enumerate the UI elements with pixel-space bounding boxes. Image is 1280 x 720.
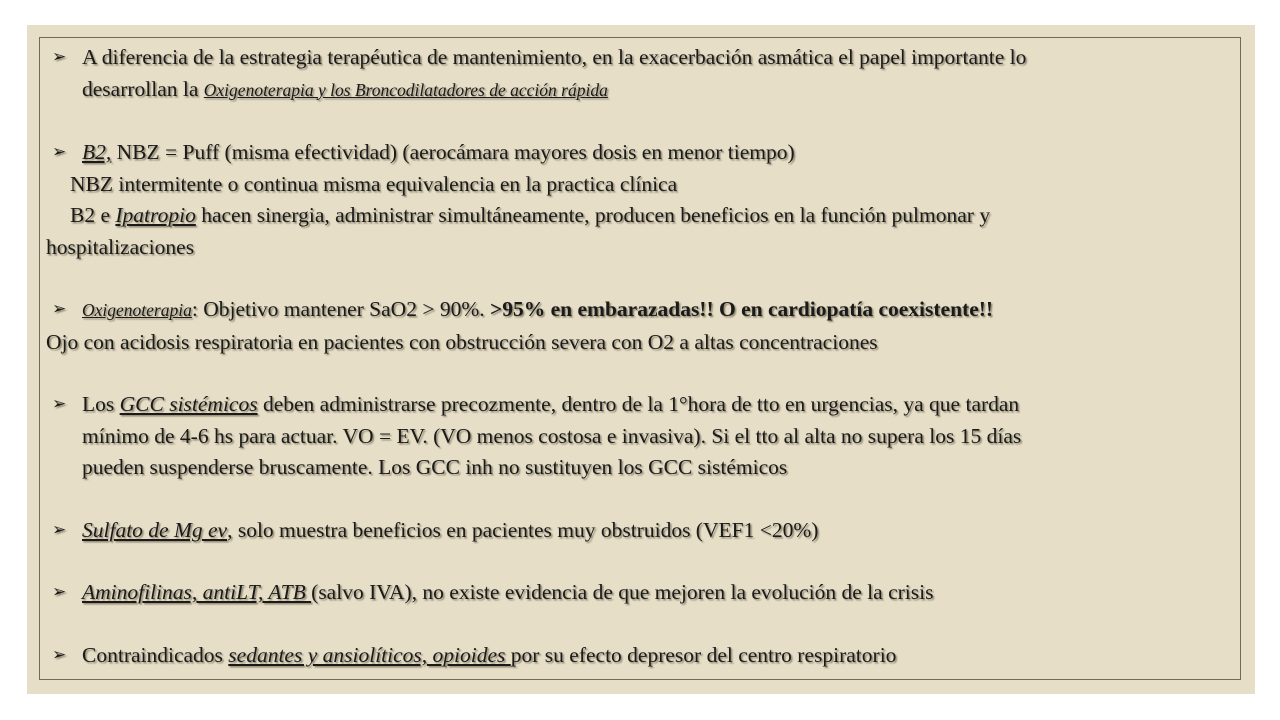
bullet-3-line-2: Ojo con acidosis respiratoria en pacientes con obstrucción severa con O2 a altas concentraciones xyxy=(46,329,878,354)
bullet-6-term: Aminofilinas, antiLT, ATB xyxy=(82,580,312,604)
bullet-1-line-1: A diferencia de la estrategia terapéutica de mantenimiento, en la exacerbación asmática el papel importante lo xyxy=(82,45,1027,69)
bullet-4-term: GCC sistémicos xyxy=(119,392,258,416)
spacer xyxy=(46,546,1234,577)
bullet-item-5 xyxy=(46,515,1234,547)
bullet-1-term: Oxigenoterapia y los Broncodilatadores de acción rápida xyxy=(203,79,608,100)
bullet-2-term: B2, xyxy=(82,140,112,164)
arrow-bullet-icon: ➢ xyxy=(52,394,67,414)
arrow-bullet-icon: ➢ xyxy=(52,142,67,162)
spacer xyxy=(46,358,1234,389)
spacer xyxy=(46,106,1234,137)
bullet-item-4 xyxy=(46,389,1234,421)
content-frame xyxy=(39,37,1241,680)
bullet-2-line-4: hospitalizaciones xyxy=(46,234,195,259)
bullet-1-line-2 xyxy=(46,74,1234,107)
spacer xyxy=(46,609,1234,640)
bullet-5-term: Sulfato de Mg ev xyxy=(82,517,228,542)
bullet-list xyxy=(46,42,1234,671)
spacer xyxy=(46,263,1234,294)
bullet-7-text: por su efecto depresor del centro respiratorio xyxy=(510,642,897,667)
arrow-bullet-icon: ➢ xyxy=(52,582,67,602)
bullet-4-line-2: mínimo de 4-6 hs para actuar. VO = EV. (VO menos costosa e invasiva). Si el tto al alta no supera los 15 días xyxy=(82,423,1022,448)
bullet-6-text: (salvo IVA), no existe evidencia de que mejoren la evolución de la crisis xyxy=(311,580,934,604)
bullet-2-line-2: NBZ intermitente o continua misma equivalencia en la practica clínica xyxy=(70,171,678,196)
bullet-2-term-ipatropio: Ipatropio xyxy=(115,203,196,227)
bullet-5-text: , solo muestra beneficios en pacientes muy obstruidos (VEF1 <20%) xyxy=(227,517,819,542)
arrow-bullet-icon: ➢ xyxy=(52,519,67,540)
bullet-4-line-1: deben administrarse precozmente, dentro de la 1°hora de tto en urgencias, ya que tardan xyxy=(257,392,1020,416)
bullet-3-emphasis: >95% en embarazadas!! O en cardiopatía coexistente!! xyxy=(489,297,994,321)
bullet-1-line-2-text: desarrollan la xyxy=(82,76,204,101)
bullet-item-3 xyxy=(46,294,1234,327)
bullet-2-line-3 xyxy=(46,200,1234,232)
bullet-7-pre: Contraindicados xyxy=(82,642,229,667)
bullet-2-line-3-post: hacen sinergia, administrar simultáneamente, producen beneficios en la función pulmonar y xyxy=(195,203,991,227)
bullet-item-6 xyxy=(46,577,1234,609)
bullet-item-1 xyxy=(46,42,1234,74)
arrow-bullet-icon: ➢ xyxy=(52,47,67,67)
arrow-bullet-icon: ➢ xyxy=(52,644,67,665)
bullet-7-term: sedantes y ansiolíticos, opioides xyxy=(228,642,511,667)
arrow-bullet-icon: ➢ xyxy=(52,299,67,319)
bullet-2-line-3-pre: B2 e xyxy=(70,203,116,227)
bullet-item-7 xyxy=(46,640,1234,672)
bullet-item-2 xyxy=(46,137,1234,169)
bullet-4-line-3: pueden suspenderse bruscamente. Los GCC inh no sustituyen los GCC sistémicos xyxy=(82,455,788,479)
bullet-3-term: Oxigenoterapia xyxy=(82,300,192,320)
bullet-4-pre: Los xyxy=(82,392,120,416)
bullet-2-line-1: NBZ = Puff (misma efectividad) (aerocámara mayores dosis en menor tiempo) xyxy=(111,140,795,164)
slide-background xyxy=(27,25,1255,694)
spacer xyxy=(46,484,1234,515)
bullet-3-line-1-mid: : Objetivo mantener SaO2 > 90%. xyxy=(191,297,490,321)
